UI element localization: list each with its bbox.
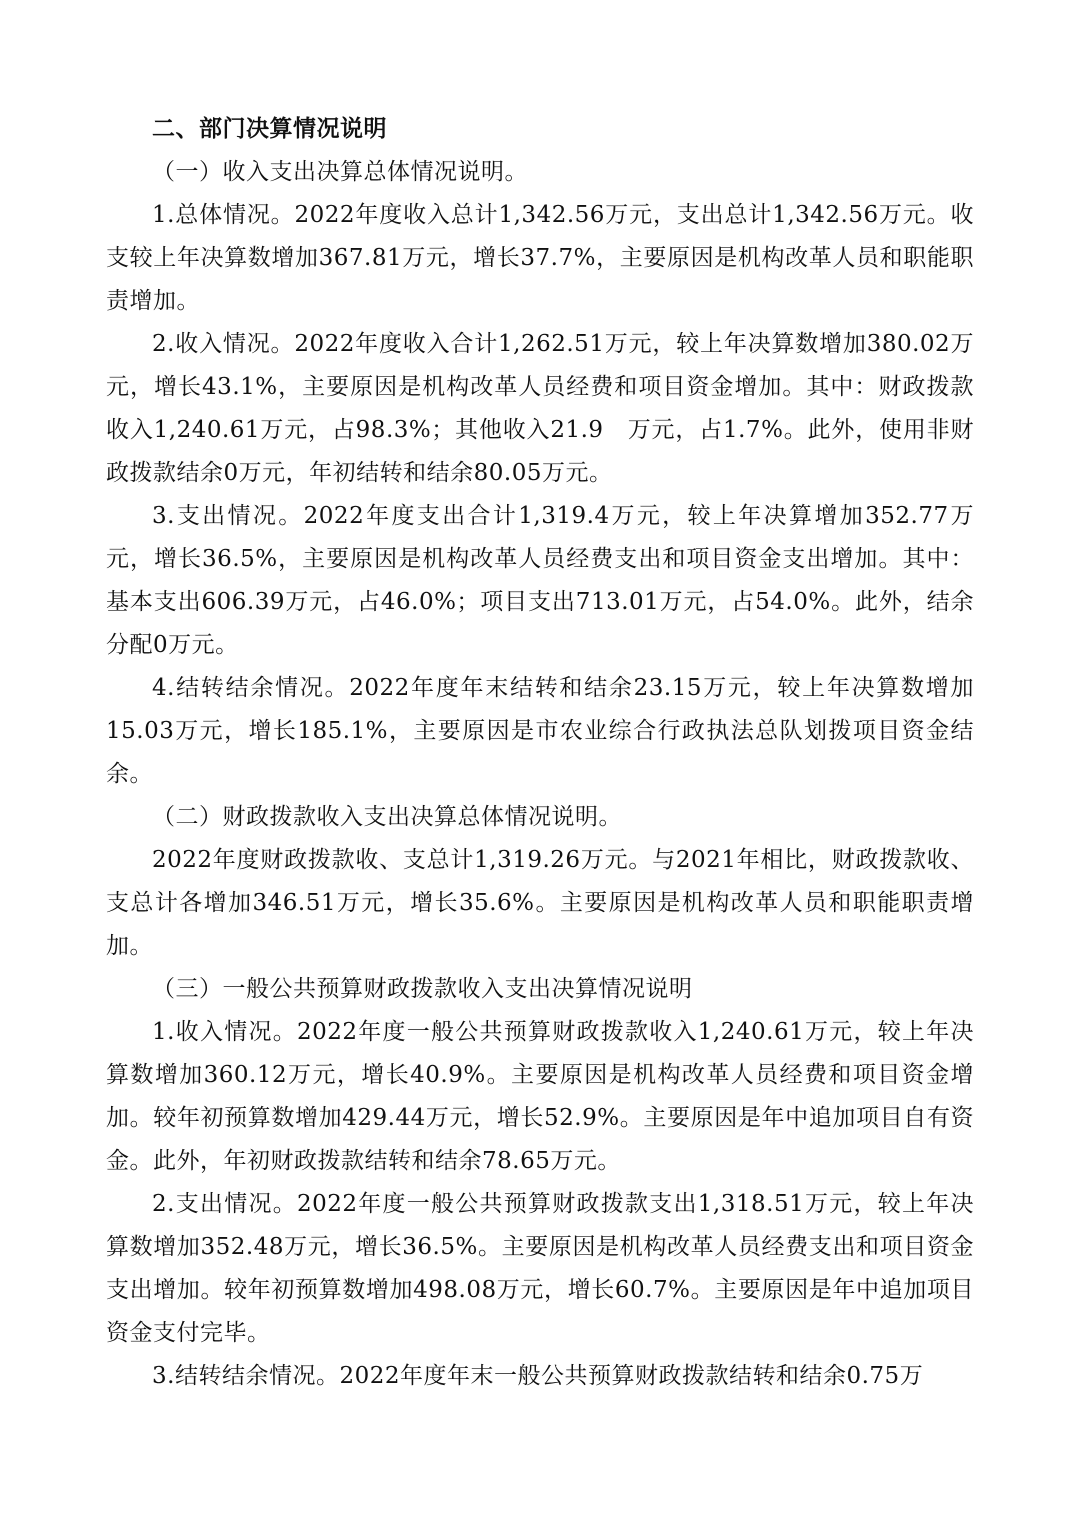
subsection-title-3: （三）一般公共预算财政拨款收入支出决算情况说明 bbox=[152, 976, 693, 1002]
section-title: 二、部门决算情况说明 bbox=[152, 116, 387, 142]
subsection-title-1: （一）收入支出决算总体情况说明。 bbox=[152, 159, 528, 185]
paragraph-public-income: 1.收入情况。2022年度一般公共预算财政拨款收入1,240.61万元，较上年决算数增加360.12万元，增长40.9%。主要原因是机构改革人员经费和项目资金增加。较年初预算数增加429.44万元，增长52.9%。主要原因是年中追加项目自有资金。此外，年初财政拨款结转和结余78.65万元。 bbox=[106, 1019, 974, 1174]
subsection-title-2: （二）财政拨款收入支出决算总体情况说明。 bbox=[152, 804, 622, 830]
paragraph-fiscal-total: 2022年度财政拨款收、支总计1,319.26万元。与2021年相比，财政拨款收、支总计各增加346.51万元，增长35.6%。主要原因是机构改革人员和职能职责增加。 bbox=[106, 847, 974, 959]
paragraph-public-carryover: 3.结转结余情况。2022年度年末一般公共预算财政拨款结转和结余0.75万 bbox=[152, 1363, 924, 1389]
paragraph-overall: 1.总体情况。2022年度收入总计1,342.56万元，支出总计1,342.56万元。收支较上年决算数增加367.81万元，增长37.7%，主要原因是机构改革人员和职能职责增加。 bbox=[106, 202, 974, 314]
document-page bbox=[106, 108, 974, 1398]
paragraph-public-expenditure: 2.支出情况。2022年度一般公共预算财政拨款支出1,318.51万元，较上年决算数增加352.48万元，增长36.5%。主要原因是机构改革人员经费支出和项目资金支出增加。较年初预算数增加498.08万元，增长60.7%。主要原因是年中追加项目资金支付完毕。 bbox=[106, 1191, 974, 1346]
paragraph-carryover: 4.结转结余情况。2022年度年末结转和结余23.15万元，较上年决算数增加15.03万元，增长185.1%，主要原因是市农业综合行政执法总队划拨项目资金结余。 bbox=[106, 675, 974, 787]
paragraph-expenditure: 3.支出情况。2022年度支出合计1,319.4万元，较上年决算增加352.77万元，增长36.5%，主要原因是机构改革人员经费支出和项目资金支出增加。其中：基本支出606.39万元，占46.0%；项目支出713.01万元，占54.0%。此外，结余分配0万元。 bbox=[106, 503, 974, 658]
paragraph-income: 2.收入情况。2022年度收入合计1,262.51万元，较上年决算数增加380.02万元，增长43.1%，主要原因是机构改革人员经费和项目资金增加。其中：财政拨款收入1,240.61万元，占98.3%；其他收入21.9 万元，占1.7%。此外，使用非财政拨款结余0万元，年初结转和结余80.05万元。 bbox=[106, 331, 974, 486]
